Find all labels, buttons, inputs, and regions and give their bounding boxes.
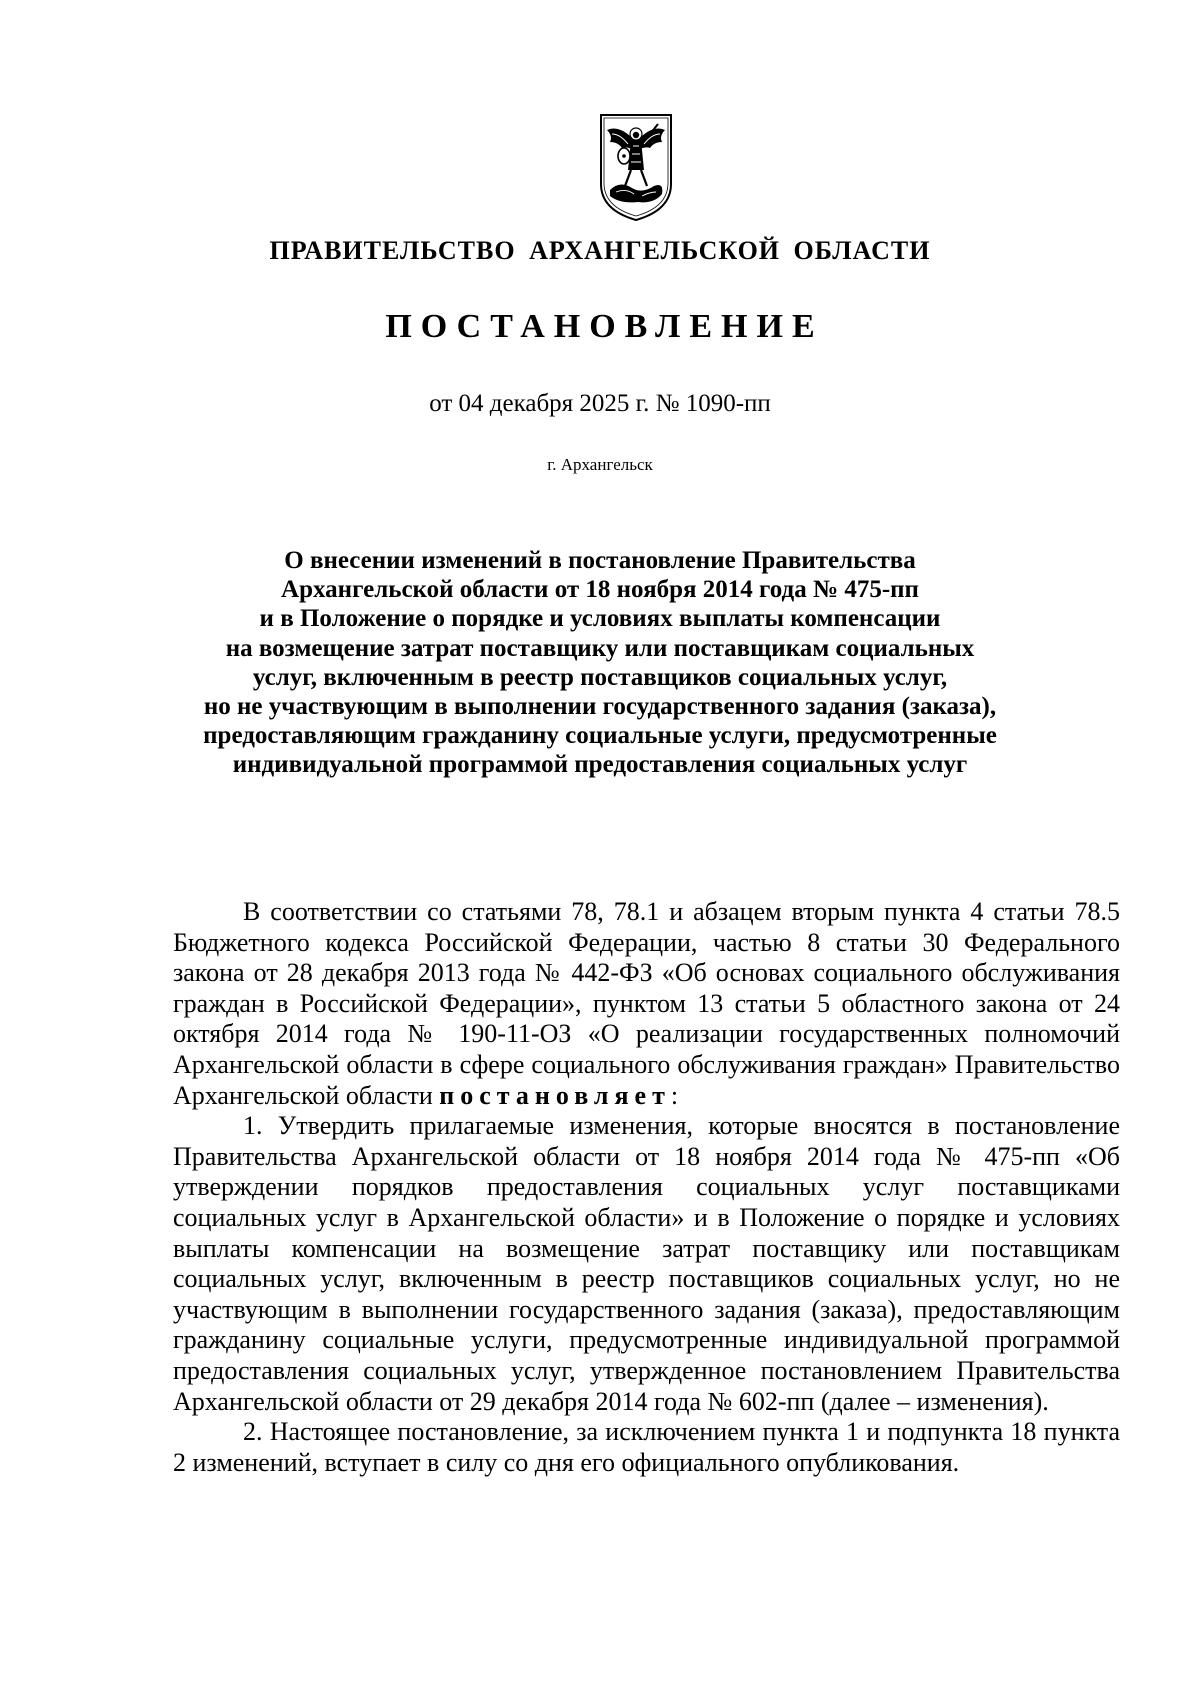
subject-line: на возмещение затрат поставщику или поставщикам социальных [225,634,975,662]
document-subject [120,546,1080,780]
subject-line: Архангельской области от 18 ноября 2014 года № 475-пп [281,576,919,604]
government-title: ПРАВИТЕЛЬСТВО АРХАНГЕЛЬСКОЙ ОБЛАСТИ [269,236,931,265]
subject-line: предоставляющим гражданину социальные услуги, предусмотренные [203,722,997,750]
document-type-title: ПОСТАНОВЛЕНИЕ [385,308,824,345]
preamble-paragraph [173,897,1120,1111]
document-body [173,897,1120,1478]
document-city: г. Архангельск [547,455,653,474]
coat-of-arms-icon [598,112,674,222]
subject-line: и в Положение о порядке и условиях выплаты компенсации [259,605,941,633]
item-2-paragraph: 2. Настоящее постановление, за исключением пункта 1 и подпункта 18 пункта 2 изменений, вступает в силу со дня его официального опубликования. [173,1417,1120,1477]
decree-word: постановляет [439,1080,671,1110]
subject-line: но не участвующим в выполнении государственного задания (заказа), [203,693,997,721]
item-1-paragraph: 1. Утвердить прилагаемые изменения, которые вносятся в постановление Правительства Архангельской области от 18 ноября 2014 года № 475-пп «Об утверждении порядков предоставления социальных услуг поставщиками социальных услуг в Архангельской области» и в Положение о порядке и условиях выплаты компенсации на возмещение затрат поставщику или поставщикам социальных услуг, включенным в реестр поставщиков социальных услуг, но не участвующим в выполнении государственного задания (заказа), предоставляющим гражданину социальные услуги, предусмотренные индивидуальной программой предоставления социальных услуг, утвержденное постановлением Правительства Архангельской области от 29 декабря 2014 года № 602-пп (далее – изменения). [173,1111,1120,1416]
preamble-text: В соответствии со статьями 78, 78.1 и абзацем вторым пункта 4 статьи 78.5 Бюджетного кодекса Российской Федерации, частью 8 статьи 30 Федерального закона от 28 декабря 2013 года № 442-ФЗ «Об основах социального обслуживания граждан в Российской Федерации», пунктом 13 статьи 5 областного закона от 24 октября 2014 года № 190-11-ОЗ «О реализации государственных полномочий Архангельской области в сфере социального обслуживания граждан» Правительство Архангельской области [173,897,1120,1110]
document-date-number: от 04 декабря 2025 г. № 1090-пп [429,390,771,417]
subject-line: индивидуальной программой предоставления социальных услуг [232,751,968,779]
subject-line: услуг, включенным в реестр поставщиков социальных услуг, [252,663,948,691]
decree-colon: : [670,1080,679,1110]
subject-line: О внесении изменений в постановление Правительства [284,547,916,574]
